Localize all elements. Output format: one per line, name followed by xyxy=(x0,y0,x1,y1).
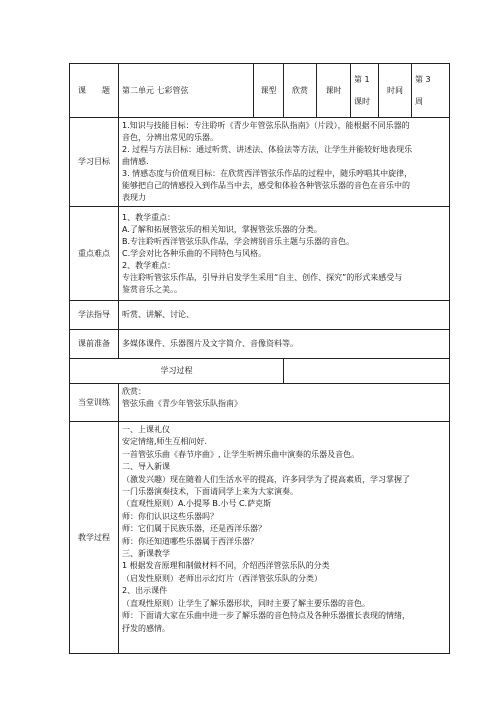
practice-line: 欣赏： xyxy=(122,387,146,396)
type-label: 课型 xyxy=(254,64,284,118)
goals-line: 3. 情感态度与价值观目标：在欣赏西洋管弦乐作品的过程中，随乐哼唱其中旋律， xyxy=(122,169,413,178)
prep-label: 课前准备 xyxy=(70,330,119,359)
topic-value: 第二单元 七彩管弦 xyxy=(119,64,254,118)
teaching-line: （直观性原则）让学生了解乐器形状，同时主要了解主要乐器的音色。 xyxy=(122,598,370,608)
prep-value: 多媒体课件、乐器图片及文字简介、音像资料等。 xyxy=(119,330,450,359)
keypoints-line: 2、教学难点： xyxy=(122,260,176,270)
lesson-number xyxy=(351,64,379,118)
guidance-row xyxy=(70,301,450,330)
process-title-blank xyxy=(284,359,450,384)
teaching-line: 抒发的感情。 xyxy=(122,623,170,633)
practice-content xyxy=(119,384,450,422)
keypoints-row xyxy=(70,207,450,301)
teaching-label: 教学过程 xyxy=(70,422,119,654)
teaching-line: 师：你还知道哪些乐器属于西洋乐器？ xyxy=(122,536,258,546)
prep-row xyxy=(70,330,450,359)
practice-label: 当堂训练 xyxy=(70,384,119,422)
teaching-content xyxy=(119,422,450,654)
teaching-line: （激发兴趣）现在随着人们生活水平的提高，许多同学为了提高素质，学习掌握了 xyxy=(122,474,410,484)
teaching-line: 安定情绪,师生互相问好. xyxy=(122,437,208,447)
practice-row xyxy=(70,384,450,422)
teaching-line: 三、新课教学 xyxy=(122,549,170,559)
keypoints-label: 重点难点 xyxy=(70,207,119,301)
teaching-line: 一门乐器演奏技术，下面请同学上来为大家演奏。 xyxy=(122,487,298,497)
teaching-line: （启发性原则）老师出示幻灯片（西洋管弦乐队的分类） xyxy=(122,573,322,583)
week-value xyxy=(412,64,450,118)
goals-line: 1.知识与技能目标：专注聆听《青少年管弦乐队指南》（片段），能根据不同乐器的 xyxy=(122,121,410,130)
teaching-line: 二、导入新课 xyxy=(122,462,170,472)
teaching-line: 师：它们属于民族乐器，还是西洋乐器？ xyxy=(122,524,266,534)
guidance-value: 听赏、讲解、讨论、 xyxy=(119,301,450,330)
keypoints-line: 专注聆听管弦乐作品，引导并启发学生采用“自主、创作、探究”的形式来感受与 xyxy=(122,272,403,282)
type-value: 欣赏 xyxy=(284,64,317,118)
goals-line: 2. 过程与方法目标：通过听赏、讲述法、体验法等方法，让学生并能较好地表现乐 xyxy=(122,145,413,154)
week-line: 周 xyxy=(415,96,423,106)
teaching-row xyxy=(70,422,450,654)
teaching-line: 一首管弦乐曲《春节序曲》, 让学生听辨乐曲中演奏的乐器及音色。 xyxy=(122,449,360,459)
goals-line: 能够把自己的情感投入到作品当中去，感受和体验各种管弦乐器的音色在音乐中的 xyxy=(122,181,410,190)
week-line: 第 3 xyxy=(415,74,431,84)
header-row xyxy=(70,64,450,118)
goals-line: 音色，分辨出常见的乐器。 xyxy=(122,133,218,142)
teaching-line: 一、上课礼仪 xyxy=(122,425,170,434)
hours-label: 课时 xyxy=(317,64,351,118)
guidance-label: 学法指导 xyxy=(70,301,119,330)
keypoints-line: A.了解和拓展管弦乐的相关知识，掌握管弦乐器的分类。 xyxy=(122,224,322,234)
lesson-number-line: 第 1 xyxy=(354,74,370,84)
lesson-number-line: 课时 xyxy=(354,96,370,106)
goals-line: 表现力 xyxy=(122,193,146,202)
keypoints-line: B.专注聆听西洋管弦乐队作品，学会辨别音乐主题与乐器的音色。 xyxy=(122,236,355,246)
teaching-line: 师：下面请大家在乐曲中进一步了解乐器的音色特点及各种乐器擅长表现的情绪， xyxy=(122,611,410,621)
goals-row xyxy=(70,118,450,207)
teaching-line: （直观性原则）A.小提琴 B.小号 C.萨克斯 xyxy=(122,499,272,509)
goals-label: 学习目标 xyxy=(70,118,119,207)
teaching-line: 2、出示课件 xyxy=(122,586,168,596)
time-label: 时间 xyxy=(379,64,412,118)
keypoints-line: 鉴赏音乐之美。。 xyxy=(122,284,182,294)
process-title-row xyxy=(70,359,450,384)
keypoints-content xyxy=(119,207,450,301)
keypoints-line: 1、教学重点： xyxy=(122,212,176,222)
lesson-plan-table xyxy=(69,63,450,654)
process-title: 学习过程 xyxy=(70,359,284,384)
teaching-line: 1 根据发音原理和制做材料不同，介绍西洋管弦乐队的分类 xyxy=(122,561,330,571)
topic-label: 课 题 xyxy=(70,64,119,118)
teaching-line: 师：你们认识这些乐器吗？ xyxy=(122,511,218,521)
goals-content xyxy=(119,118,450,207)
keypoints-line: C.学会对比各种乐曲的不同特色与风格。 xyxy=(122,248,267,258)
practice-line: 管弦乐曲《青少年管弦乐队指南》 xyxy=(122,399,242,408)
goals-line: 曲情感. xyxy=(122,157,149,166)
